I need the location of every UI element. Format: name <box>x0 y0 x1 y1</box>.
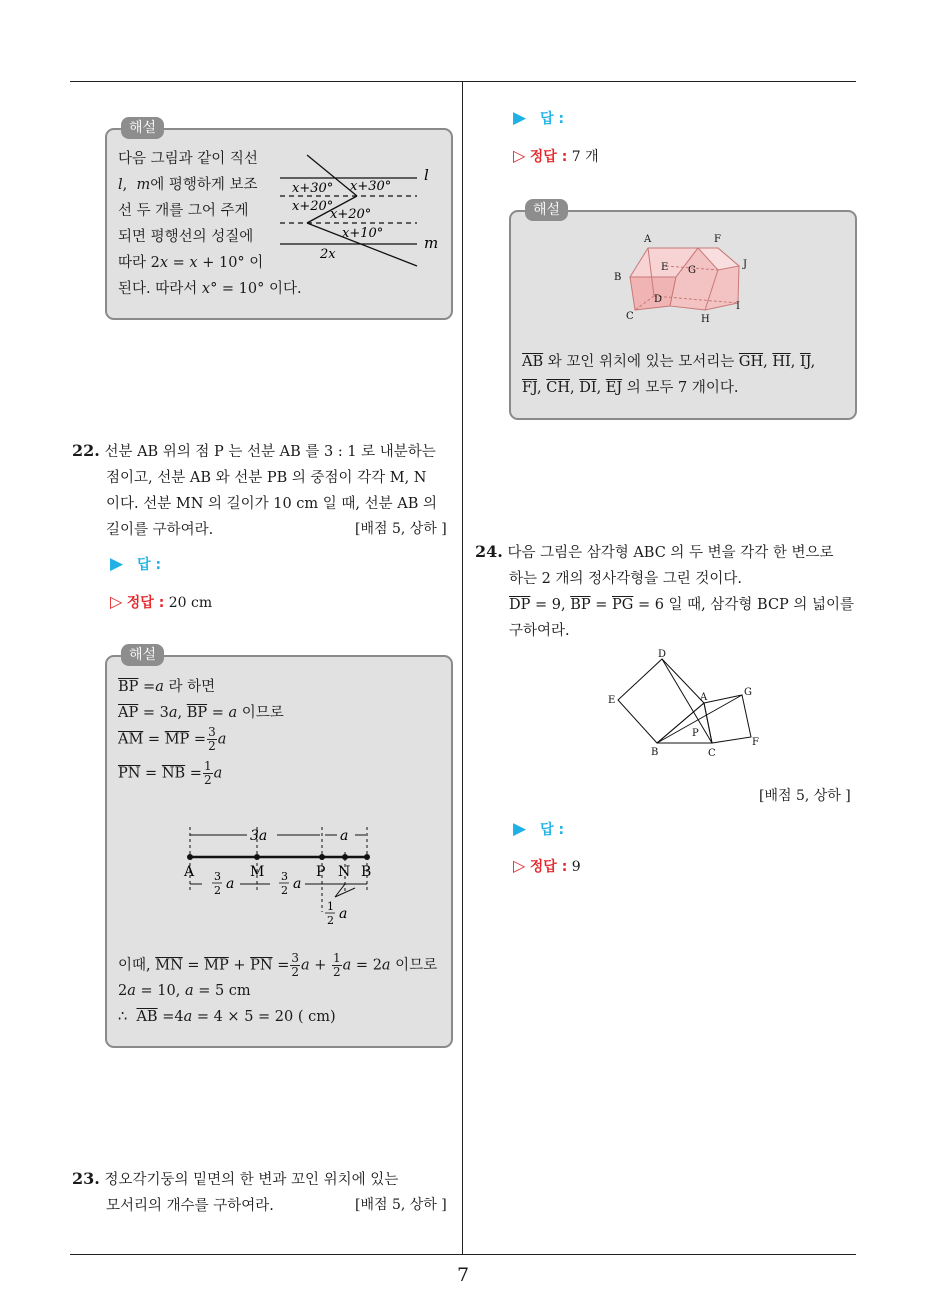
svg-text:A: A <box>644 234 652 245</box>
play-icon: ▶ <box>513 819 527 839</box>
angle-label-3: x+20° <box>292 199 334 214</box>
angle-label-5: x+10° <box>342 226 384 241</box>
svg-text:E: E <box>661 262 669 273</box>
play-icon: ▶ <box>110 554 124 574</box>
score-label-24: [배점 5, 상하 ] <box>759 788 851 804</box>
line-l-label: l <box>424 166 429 184</box>
question-24: 24. 다음 그림은 삼각형 ABC 의 두 변을 각각 한 변으로 하는 2 개의 정사각형을 그린 것이다. $\overline{DP} = 9$, $\overline{BP} = \overline{PG} = 6$ 일 때, 삼각형 BCP 의 넓이를 구하여라. <box>475 542 855 639</box>
svg-text:a: a <box>226 876 235 892</box>
point-A: A <box>184 864 195 880</box>
svg-text:3: 3 <box>214 870 221 883</box>
svg-text:G: G <box>688 265 696 276</box>
score-label-22: [배점 5, 상하 ] <box>355 521 447 537</box>
segment-figure <box>180 822 380 932</box>
svg-text:2: 2 <box>214 884 221 897</box>
correct-answer-24: ▷ 정답 : 9 <box>513 856 581 875</box>
svg-text:P: P <box>692 728 699 739</box>
triangle-outline-icon: ▷ <box>513 146 526 165</box>
svg-text:I: I <box>736 301 740 312</box>
point-M: M <box>250 864 265 880</box>
svg-text:C: C <box>626 311 634 322</box>
svg-text:3: 3 <box>281 870 288 883</box>
svg-text:E: E <box>608 695 616 706</box>
svg-text:G: G <box>744 687 752 698</box>
correct-answer-23: ▷ 정답 : 7 개 <box>513 146 599 165</box>
svg-text:A: A <box>700 692 708 703</box>
svg-text:D: D <box>658 649 667 660</box>
svg-text:D: D <box>654 294 663 305</box>
solution-22-line7: ∴ $\overline{AB} =4a = 4 \times 5 = 20$ ( cm) <box>118 1009 336 1025</box>
svg-text:H: H <box>701 314 710 325</box>
solution-22-line5: 이때, $\overline{MN} = \overline{MP} + \overline{PN}$ = $\frac{3}{2}$ a + $\frac{1}{2}$ a = 2a 이므로 <box>118 951 438 979</box>
question-number: 23. <box>72 1169 100 1188</box>
triangle-outline-icon: ▷ <box>513 856 526 875</box>
point-B: B <box>361 864 372 880</box>
solution-22-line2: $\overline{AP} = 3a$, $\overline{BP} = a$ 이므로 <box>118 705 284 721</box>
angle-label-1: x+30° <box>292 181 334 196</box>
solution-22-line4: $\overline{PN} = \overline{NB}$ = $\frac{1}{2}$ a <box>118 759 223 787</box>
angle-label-6: 2x <box>320 247 336 262</box>
svg-text:2: 2 <box>327 914 334 927</box>
solution-tag: 해설 <box>121 644 164 666</box>
score-label-23: [배점 5, 상하 ] <box>355 1197 447 1213</box>
top-label-a: a <box>340 828 349 844</box>
solution-22-line6: 2a = 10, a = 5 cm <box>118 983 251 999</box>
column-divider <box>462 81 463 1254</box>
question-23: 23. 정오각기둥의 밑면의 한 변과 꼬인 위치에 있는 모서리의 개수를 구하여라. <box>72 1169 399 1214</box>
point-N: N <box>338 864 351 880</box>
solution-23-line2: $\overline{FJ}$, $\overline{CH}$, $\overline{DI}$, $\overline{EJ}$ 의 모두 7 개이다. <box>522 380 739 396</box>
svg-text:2: 2 <box>281 884 288 897</box>
question-22: 22. 선분 AB 위의 점 P 는 선분 AB 를 3 : 1 로 내분하는 점이고, 선분 AB 와 선분 PB 의 중점이 각각 M, N 이다. 선분 MN 의 길이가 10 cm 일 때, 선분 AB 의 길이를 구하여라. <box>72 441 437 538</box>
line-m-label: m <box>424 234 439 252</box>
solution-tag: 해설 <box>525 199 568 221</box>
solution-22-line3: $\overline{AM} = \overline{MP}$ = $\frac{3}{2}$ a <box>118 725 227 753</box>
svg-text:B: B <box>614 272 622 283</box>
correct-answer-22: ▷ 정답 : 20 cm <box>110 592 213 611</box>
answer-field-24[interactable]: ▶ 답 : <box>513 819 565 839</box>
question-number: 24. <box>475 542 503 561</box>
solution-21-text: 다음 그림과 같이 직선 l, m에 평행하게 보조 선 두 개를 그어 주게 되면 평행선의 성질에 따라 2x = x + 10° 이 된다. 따라서 x° = 10° 이다. <box>118 151 302 297</box>
solution-23-line1: $\overline{AB}$ 와 꼬인 위치에 있는 모서리는 $\overline{GH}$, $\overline{HI}$, $\overline{IJ}$, <box>522 354 816 370</box>
pentagonal-prism-figure <box>610 230 760 330</box>
svg-text:a: a <box>293 876 302 892</box>
parallel-lines-figure <box>272 150 447 275</box>
top-label-3a: 3a <box>250 828 268 844</box>
bottom-rule <box>70 1254 856 1255</box>
point-P: P <box>316 864 326 880</box>
triangle-outline-icon: ▷ <box>110 592 123 611</box>
page-number: 7 <box>456 1264 470 1286</box>
svg-text:a: a <box>339 906 348 922</box>
svg-text:F: F <box>752 737 759 748</box>
two-squares-figure <box>600 645 770 765</box>
play-icon: ▶ <box>513 108 527 128</box>
angle-label-4: x+20° <box>330 207 372 222</box>
svg-text:1: 1 <box>327 900 334 913</box>
top-rule <box>70 81 856 82</box>
angle-label-2: x+30° <box>350 179 392 194</box>
svg-text:C: C <box>708 748 716 759</box>
answer-field-22[interactable]: ▶ 답 : <box>110 554 162 574</box>
solution-22-line1: $\overline{BP} =a$ 라 하면 <box>118 679 216 695</box>
svg-text:F: F <box>714 234 721 245</box>
answer-field-23[interactable]: ▶ 답 : <box>513 108 565 128</box>
svg-text:B: B <box>651 747 659 758</box>
question-number: 22. <box>72 441 100 460</box>
svg-text:J: J <box>743 259 748 270</box>
solution-tag: 해설 <box>121 117 164 139</box>
